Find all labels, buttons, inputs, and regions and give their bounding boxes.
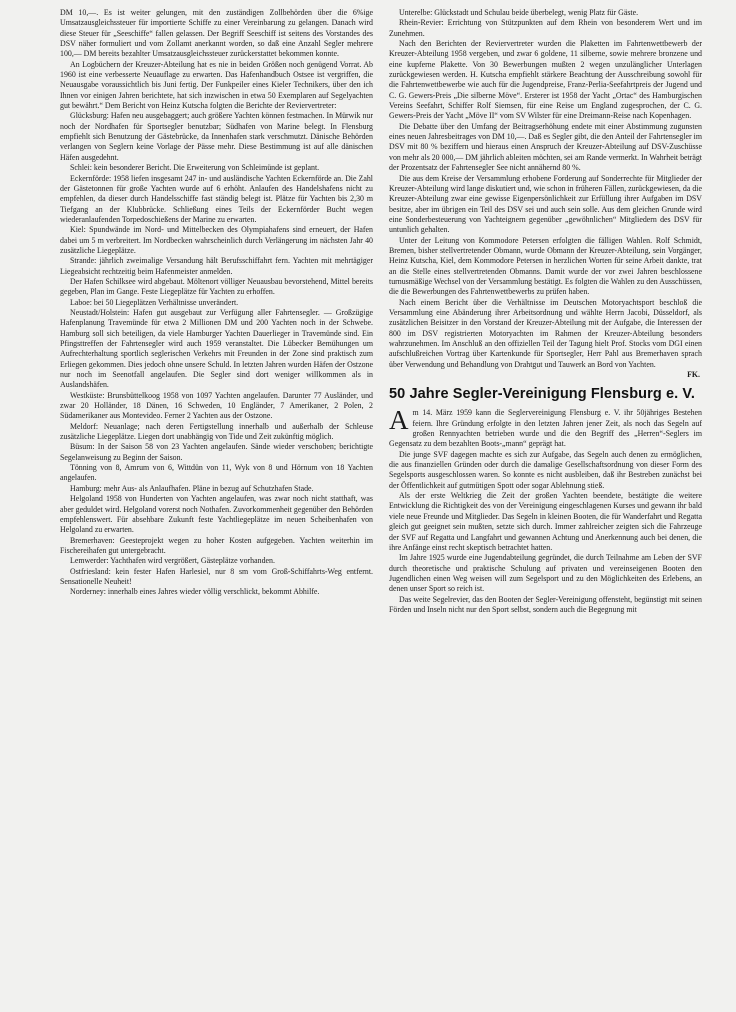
paragraph: Unterelbe: Glückstadt und Schulau beide überbelegt, wenig Platz für Gäste.: [399, 8, 639, 17]
paragraph: Schlei: kein besonderer Bericht. Die Erweiterung von Schleimünde ist geplant.: [70, 163, 320, 173]
paragraph: Lemwerder: Yachthafen wird vergrößert, Gästeplätze vorhanden.: [70, 556, 275, 566]
paragraph: Ostfriesland: kein fester Hafen Harlesiel, nur 8 sm vom Groß-Schiffahrts-Weg entfernt. Sensationelle Neuheit!: [60, 566, 373, 586]
paragraph: Strande: jährlich zweimalige Versandung hält Berufsschiffahrt fern. Yachten mit mehrtägiger Liegeabsicht rechtzeitig beim Hafenmeister anmelden.: [60, 256, 373, 276]
paragraph: Als der erste Weltkrieg die Zeit der großen Yachten beendete, bestätigte die weitere Entwicklung die Richtigkeit des von der Vereinigung eingeschlagenen Kurses und gewann ihr bald viele neue Freunde und Mitglieder. Das Segeln in kleinen Booten, die für Wanderfahrt und Regatta gleich gut geeignet sein mußten, setzte sich durch. Immer zahlreicher zeigten sich die Fahrzeuge der SVF auf Regatta und Langfahrt und gewannen Achtung und Anerkennung auch bei denen, die ihre Anfänge einst recht skeptisch betrachtet hatten.: [389, 491, 702, 552]
paragraph: Norderney: innerhalb eines Jahres wieder völlig verschlickt, bekommt Abhilfe.: [70, 587, 320, 597]
paragraph: Hamburg: mehr Aus- als Anlaufhafen. Pläne in bezug auf Schutzhafen Stade.: [70, 483, 314, 493]
lead-text: m 14. März 1959 kann die Seglervereinigung Flensburg e. V. ihr 50jähriges Bestehen feiern. Ihre Gründung erfolgte in den letzten Jahren jener Zeit, als noch das Segeln auf großen Rennyachten betrieben wurde und die den Begriff des „Herren“-Seglers im Gegensatz zu dem bezahlten Boots-„mann“ geprägt hat.: [389, 408, 702, 449]
paragraph: Der Hafen Schilksee wird abgebaut. Möltenort völliger Neuausbau bevorstehend, Mittel bereits gegeben, Plan im Gange. Feste Liegeplätze für Yachten zu erhoffen.: [60, 276, 373, 297]
paragraph: Westküste: Brunsbüttelkoog 1958 von 1097 Yachten angelaufen. Darunter 77 Ausländer, und zwar 20 Holländer, 18 Dänen, 16 Schweden, 10 Engländer, 7 Amerikaner, 2 Polen, 2 Südamerikaner aus Montevideo. Ferner 2 Yachten aus der Ostzone.: [60, 390, 373, 421]
paragraph: Tönning von 8, Amrum von 6, Wittdün von 11, Wyk von 8 und Hörnum von 18 Yachten angelaufen.: [60, 463, 373, 483]
paragraph: Rhein-Revier: Errichtung von Stützpunkten auf dem Rhein von besonderem Wert und im Zunehmen.: [389, 18, 702, 38]
two-column-layout: [60, 8, 718, 615]
section-headline: 50 Jahre Segler-Vereinigung Flensburg e. V.: [389, 386, 695, 403]
paragraph: Unter der Leitung von Kommodore Petersen erfolgten die fälligen Wahlen. Rolf Schmidt, Bremen, bisher stellvertretender Obmann, wurde Obmann der Kreuzer-Abteilung, sein Vorgänger, Heinz Kutscha, Kiel, dem Kommodore Petersen in herzlichen Worten für seine Arbeit dankte, trat an die Stelle eines stellvertretenden Obmanns. Damit wurde der vor zwei Jahren beschlossene turnusmäßige Wechsel von der Versammlung bestätigt. Es folgten die Wahlen zu den Ausschüssen, die die Bewerbungen des Fahrtenwettbewerbs zu prüfen haben.: [389, 235, 702, 297]
paragraph: Glücksburg: Hafen neu ausgebaggert; auch größere Yachten können festmachen. In Mürwik nur noch der Nordhafen für Sportsegler benutzbar; Südhafen von Marine belegt. In Flensburg empfiehlt sich Benutzung der Gästebrücke, da Innenhafen stark verschmutzt. Dänische Behörden verlangen von Seglern keine Vorlage der Pässe mehr. Diese Bestimmung ist auf alle dänischen Häfen ausgedehnt.: [60, 111, 373, 162]
paragraph: An Logbüchern der Kreuzer-Abteilung hat es nie in beiden Größen noch genügend Vorrat. Ab 1960 ist eine verbesserte Neuauflage zu erwarten. Das Hafenhandbuch Ostsee ist vergriffen, die Neuausgabe voraussichtlich bis Juni fertig. Der Funkpeiler eines Kieler Technikers, über den ich Ihnen vor einigen Jahren berichtete, hat sich inzwischen in etwa 50 Exemplaren auf Segelyachten gut bewährt.“ Dem Bericht von Heinz Kutscha folgten die Berichte der Reviervertreter:: [60, 59, 373, 111]
paragraph: Laboe: bei 50 Liegeplätzen Verhältnisse unverändert.: [70, 297, 239, 307]
author-signature: FK.: [687, 370, 700, 380]
left-column: [60, 8, 373, 615]
paragraph: Bremerhaven: Geesteprojekt wegen zu hoher Kosten aufgegeben. Yachten weiterhin im Fischereihafen gut untergebracht.: [60, 535, 373, 555]
paragraph: Die aus dem Kreise der Versammlung erhobene Forderung auf Sonderrechte für Mitglieder der Kreuzer-Abteilung wird lange diskutiert und, wie schon in früheren Fällen, zurückgewiesen, da die Kreuzer-Abteilung zwar eine gewisse Eigenpersönlichkeit zur Erfüllung ihrer Aufgaben im DSV besitze, aber im übrigen ein Teil des DSV sei und auch sein solle. Aus dem gleichen Grunde wird eine Sonderbesteuerung von Yachteignern gegenüber „gewöhnlichen“ Mitgliedern des DSV für untunlich gehalten.: [389, 173, 702, 235]
paragraph: Die junge SVF dagegen machte es sich zur Aufgabe, das Segeln auch denen zu ermöglichen, die aus finanziellen Gründen oder durch die damalige Gesellschaftsordnung von dieser Form des Segelsports ausgeschlossen waren. So konnte es nicht ausbleiben, daß ihr Bestreben zunächst bei der Öffentlichkeit auf gutmütigen Spott oder sogar Ablehnung stieß.: [389, 449, 702, 490]
paragraph: Das weite Segelrevier, das den Booten der Segler-Vereinigung offensteht, begünstigt mit seinen Förden und Inseln nicht nur den Sport selbst, sondern auch die Begegnung mit: [389, 594, 702, 614]
paragraph: Meldorf: Neuanlage; nach deren Fertigstellung innerhalb und außerhalb der Schleuse zusätzliche Liegeplätze. Liegen dort unabhängig von Tide und Zeit zukünftig möglich.: [60, 421, 373, 442]
paragraph: Nach den Berichten der Reviervertreter wurden die Plaketten im Fahrtenwettbewerb der Kreuzer-Abteilung 1958 vergeben, und zwar 6 goldene, 11 silberne, sowie mehrere bronzene und eine kupferne Plakette. Von 30 Bewerbungen mußten 2 wegen unzulänglicher Unterlagen zurückgewiesen werden. H. Kutscha empfiehlt stärkere Beachtung der Ausschreibung sowohl für die Fahrtenwettbewerbe wie auch für die Jugendpreise, Franz-Perlia-Seefahrtpreis der Jugend und C. G. Gewers-Preis „Die silberne Möve“. Ersterer ist 1958 der Yacht „Ortac“ des Hamburgischen Vereins Seefahrt, Schiffer Rolf Siemsen, für eine Reise um England zugesprochen, der C. G. Gewers-Preis der Yacht „Möve II“ vom SV Wilster für eine Dreimann-Reise nach Kopenhagen.: [389, 39, 702, 121]
paragraph: Eckernförde: 1958 liefen insgesamt 247 in- und ausländische Yachten Eckernförde an. Die Zahl der Gästetonnen für große Yachten wurde auf 6 erhöht. Anlaufen des Handelshafens nicht zu empfehlen, da dieser durch Handelsschiffe fast ständig belegt ist. Plätze für Yachten bis 2,30 m Tiefgang an der Klubbrücke. Schließung eines Teils der Eckernförder Bucht wegen wiederanlaufenden Torpedoschießens der Marine zu erwarten.: [60, 173, 373, 224]
paragraph: Neustadt/Holstein: Hafen gut ausgebaut zur Verfügung aller Fahrtensegler. — Großzügige Hafenplanung Travemünde für etwa 2 Millionen DM und 200 Yachten noch in der Schwebe. Hamburg soll sich beteiligen, da viele Hamburger Yachten Dauerlieger in Travemünde sind. Ein Pfingsttreffen der Fahrtensegler wird auch 1959 veranstaltet. Die Lübecker Bemühungen um Aufrechterhaltung sportlich seglerischen Verkehrs mit Freunden in der Zone sind praktisch zum Erliegen gekommen. Dies jedoch ohne unsere Schuld. In letzten Jahren wurden Häfen der Ostzone nur noch im Seenotfall angelaufen. Die Segler sind dort weniger willkommen als in Auslandshäfen.: [60, 307, 373, 390]
paragraph: Im Jahre 1925 wurde eine Jugendabteilung gegründet, die durch Teilnahme am Leben der SVF durch theoretische und praktische Schulung auf privaten und vereinseigenen Booten den Jugendlichen einen Weg weisen will zum Segelsport und zu den Möglichkeiten des Erlebens, an denen unser Sport so reich ist.: [389, 553, 702, 594]
paragraph: Helgoland 1958 von Hunderten von Yachten angelaufen, was zwar noch nicht statthaft, was aber geduldet wird. Helgoland vorerst noch Nothafen. Zuvorkommenheit gegenüber den Behörden empfehlenswert. Für absehbare Zukunft feste Yachtliegeplätze im neuen Scheibenhafen von Helgoland zu erwarten.: [60, 494, 373, 535]
paragraph: Kiel: Spundwände im Nord- und Mittelbecken des Olympiahafens sind erneuert, der Hafen dabei um 5 m verbreitert. Im Nordbecken wahrscheinlich durch Verlängerung im nächsten Jahr 40 zusätzliche Liegeplätze.: [60, 225, 373, 255]
lead-paragraph: [389, 405, 702, 449]
drop-cap: A: [389, 405, 409, 436]
paragraph: DM 10,—. Es ist weiter gelungen, mit den zuständigen Zollbehörden über die 6%ige Umsatzausgleichssteuer für importierte Schiffe zu einer Vereinbarung zu gelangen. Danach wird diese Steuer für „Seeschiffe“ fallen gelassen. Der Begriff Seeschiff ist seitens des Vorstandes des DSV näher formuliert und vom Zollamt anerkannt worden, so daß eine Anzahl Segler mehrere 100,— DM bereits bezahlter Umsatzausgleichssteuer zurückerstattet bekommen konnte.: [60, 8, 373, 59]
paragraph: Nach einem Bericht über die Verhältnisse im Deutschen Motoryachtsport beschloß die Versammlung eine Abänderung ihrer Arbeitsordnung und wählte Herrn Jacobi, Düsseldorf, als zusätzlichen Beisitzer in den Vorstand der Kreuzer-Abteilung mit der Aufgabe, die Interessen der 800 im DSV registrierten Motoryachten im Rahmen der Kreuzer-Abteilung besonders wahrzunehmen. Im Anschluß an den offiziellen Teil der Tagung hielt Prof. Stocks vom DGI einen aufschlußreichen Vortrag über Kartenkunde für Sportsegler, Herr Pahl aus Bremerhaven sprach über Verwendung und Behandlung von Drahtgut und Tauwerk an Bord von Yachten.: [389, 297, 702, 369]
paragraph: Büsum: In der Saison 58 von 23 Yachten angelaufen. Sände wieder verschoben; berichtigte Segelanweisung zu Beginn der Saison.: [60, 442, 373, 462]
paragraph: Die Debatte über den Umfang der Beitragserhöhung endete mit einer Abstimmung zugunsten eines neuen Jahresbeitrages von DM 10,—. Daß es Segler gibt, die den Anteil der Fahrtensegler im DSV mit 80 % beziffern und hieraus einen Anspruch der Kreuzer-Abteilung auf DSV-Zuschüsse von mehr als 20 000,— DM jährlich ableiten möchten, sei am Rande vermerkt. In Wahrheit beträgt der Prozentsatz der Fahrtensegler See nicht annähernd 80 %.: [389, 121, 703, 173]
right-column: [389, 8, 702, 615]
